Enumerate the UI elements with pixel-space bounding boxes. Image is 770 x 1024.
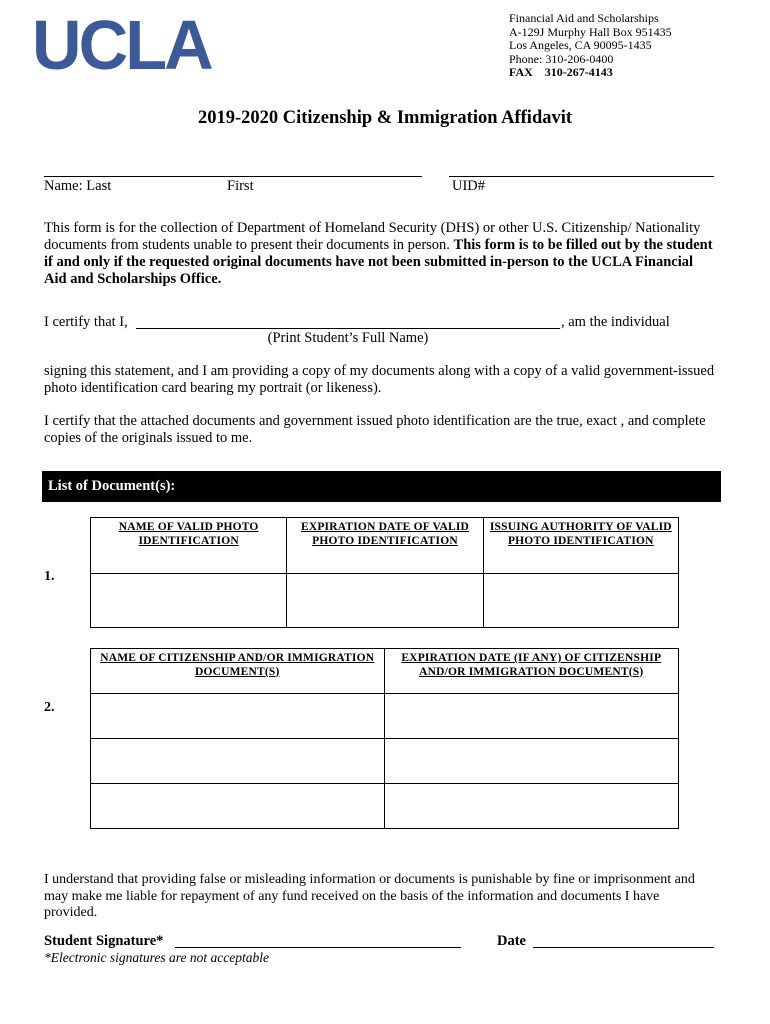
first-name-label: First	[227, 178, 254, 194]
photo-id-name-header: NAME OF VALID PHOTO IDENTIFICATION	[91, 518, 287, 574]
intro-bold-text: This form is to be filled out by the student if and only if the requested original documents have not been submitted in-person to the UCLA Financial Aid and Scholarships Office.	[44, 237, 713, 287]
office-line: A-129J Murphy Hall Box 951435	[509, 24, 672, 39]
citizenship-doc-expiration-header: EXPIRATION DATE (IF ANY) OF CITIZENSHIP AND/OR IMMIGRATION DOCUMENT(S)	[384, 649, 679, 694]
last-name-label: Name: Last	[44, 178, 112, 194]
photo-id-authority-header: ISSUING AUTHORITY OF VALID PHOTO IDENTIFICATION	[483, 518, 678, 574]
uid-input-line[interactable]	[449, 176, 714, 177]
signature-label: Student Signature*	[44, 933, 164, 949]
signature-input-line[interactable]	[175, 947, 461, 948]
citizenship-doc-name-cell[interactable]	[91, 694, 385, 739]
name-input-line[interactable]	[44, 176, 422, 177]
form-title: 2019-2020 Citizenship & Immigration Affidavit	[197, 108, 573, 128]
section-2-number: 2.	[44, 700, 55, 715]
citizenship-doc-name-cell[interactable]	[91, 739, 385, 784]
disclaimer-paragraph: I understand that providing false or misleading information or documents is punishable by fine or imprisonment and may make me liable for repayment of any fund received on the basis of the information and documents I have provided.	[44, 872, 695, 920]
section-1-number: 1.	[44, 569, 55, 584]
date-input-line[interactable]	[533, 947, 714, 948]
citizenship-doc-expiration-cell[interactable]	[384, 784, 679, 829]
intro-paragraph	[44, 220, 716, 288]
photo-id-expiration-cell[interactable]	[287, 574, 483, 628]
office-line: Phone: 310-206-0400	[509, 51, 614, 66]
citizenship-doc-table	[90, 648, 679, 829]
office-line: Los Angeles, CA 90095-1435	[509, 38, 652, 52]
ucla-logo: UCLA	[32, 6, 211, 84]
office-line: Financial Aid and Scholarships	[509, 11, 659, 25]
certify-attached: I certify that the attached documents and government issued photo identification are the true, exact , and complete copies of the originals issued to me.	[44, 413, 706, 446]
photo-id-table	[90, 517, 679, 628]
certify-continuation: signing this statement, and I am providing a copy of my documents along with a copy of a valid government-issued photo identification card bearing my portrait (or likeness).	[44, 363, 715, 396]
photo-id-expiration-header: EXPIRATION DATE OF VALID PHOTO IDENTIFICATION	[287, 518, 483, 574]
certify-suffix: , am the individual	[561, 314, 670, 330]
office-address	[509, 12, 672, 80]
full-name-caption: (Print Student’s Full Name)	[267, 330, 429, 346]
documents-section-bar: List of Document(s):	[42, 471, 721, 502]
full-name-input-line[interactable]	[136, 328, 560, 329]
uid-label: UID#	[452, 178, 486, 194]
photo-id-authority-cell[interactable]	[483, 574, 678, 628]
signature-note: *Electronic signatures are not acceptable	[44, 950, 269, 965]
citizenship-doc-expiration-cell[interactable]	[384, 694, 679, 739]
intro-text: This form is for the collection of Department of Homeland Security (DHS) or other U.S. Citizenship/ Nationality documents from students unable to present their documents in person.	[44, 220, 701, 253]
fax-line	[509, 66, 672, 80]
citizenship-doc-name-cell[interactable]	[91, 784, 385, 829]
date-label: Date	[497, 933, 526, 949]
citizenship-doc-expiration-cell[interactable]	[384, 739, 679, 784]
citizenship-doc-name-header: NAME OF CITIZENSHIP AND/OR IMMIGRATION DOCUMENT(S)	[91, 649, 385, 694]
certify-prefix: I certify that I,	[44, 314, 128, 330]
photo-id-name-cell[interactable]	[91, 574, 287, 628]
fax-number: 310-267-4143	[544, 65, 613, 79]
fax-label: FAX	[509, 65, 533, 79]
